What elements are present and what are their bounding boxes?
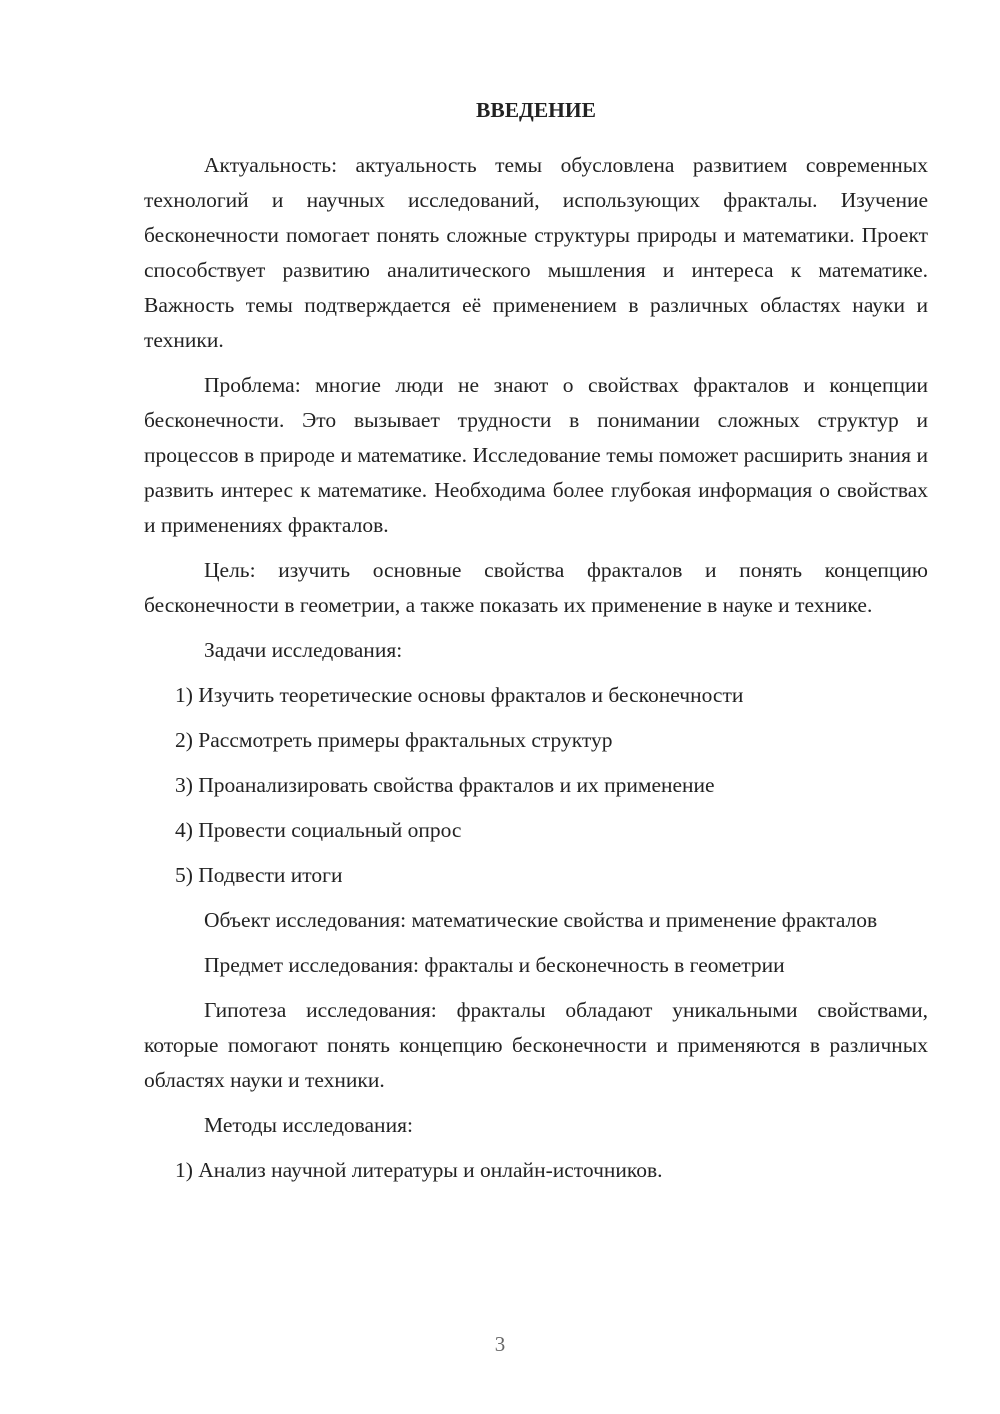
task-item: 2) Рассмотреть примеры фрактальных структур — [175, 728, 613, 752]
document-page — [144, 90, 928, 1198]
relevance-paragraph: Актуальность: актуальность темы обусловлена развитием современных технологий и научных исследований, использующих фракталы. Изучение бесконечности помогает понять сложные структуры природы и математики. Проект способствует развитию аналитического мышления и интереса к математике. Важность темы подтверждается её применением в различных областях науки и техники. — [144, 153, 928, 352]
task-item: 1) Изучить теоретические основы фракталов и бесконечности — [175, 683, 744, 707]
problem-paragraph: Проблема: многие люди не знают о свойствах фракталов и концепции бесконечности. Это вызывает трудности в понимании сложных структур и процессов в природе и математике. Исследование темы поможет расширить знания и развить интерес к математике. Необходима более глубокая информация о свойствах и применениях фракталов. — [144, 373, 928, 537]
hypothesis-paragraph: Гипотеза исследования: фракталы обладают уникальными свойствами, которые помогают понять концепцию бесконечности и применяются в различных областях науки и техники. — [144, 998, 928, 1092]
task-item: 4) Провести социальный опрос — [175, 818, 462, 842]
task-item: 5) Подвести итоги — [175, 863, 343, 887]
object-paragraph: Объект исследования: математические свойства и применение фракталов — [204, 908, 878, 932]
page-number: 3 — [494, 1332, 506, 1356]
tasks-heading: Задачи исследования: — [204, 638, 403, 662]
page-title: ВВЕДЕНИЕ — [476, 98, 596, 122]
subject-paragraph: Предмет исследования: фракталы и бесконечность в геометрии — [204, 953, 785, 977]
task-item: 3) Проанализировать свойства фракталов и их применение — [175, 773, 715, 797]
methods-heading: Методы исследования: — [204, 1113, 413, 1137]
goal-paragraph: Цель: изучить основные свойства фракталов и понять концепцию бесконечности в геометрии, а также показать их применение в науке и технике. — [144, 558, 928, 617]
method-item: 1) Анализ научной литературы и онлайн-источников. — [175, 1158, 663, 1182]
